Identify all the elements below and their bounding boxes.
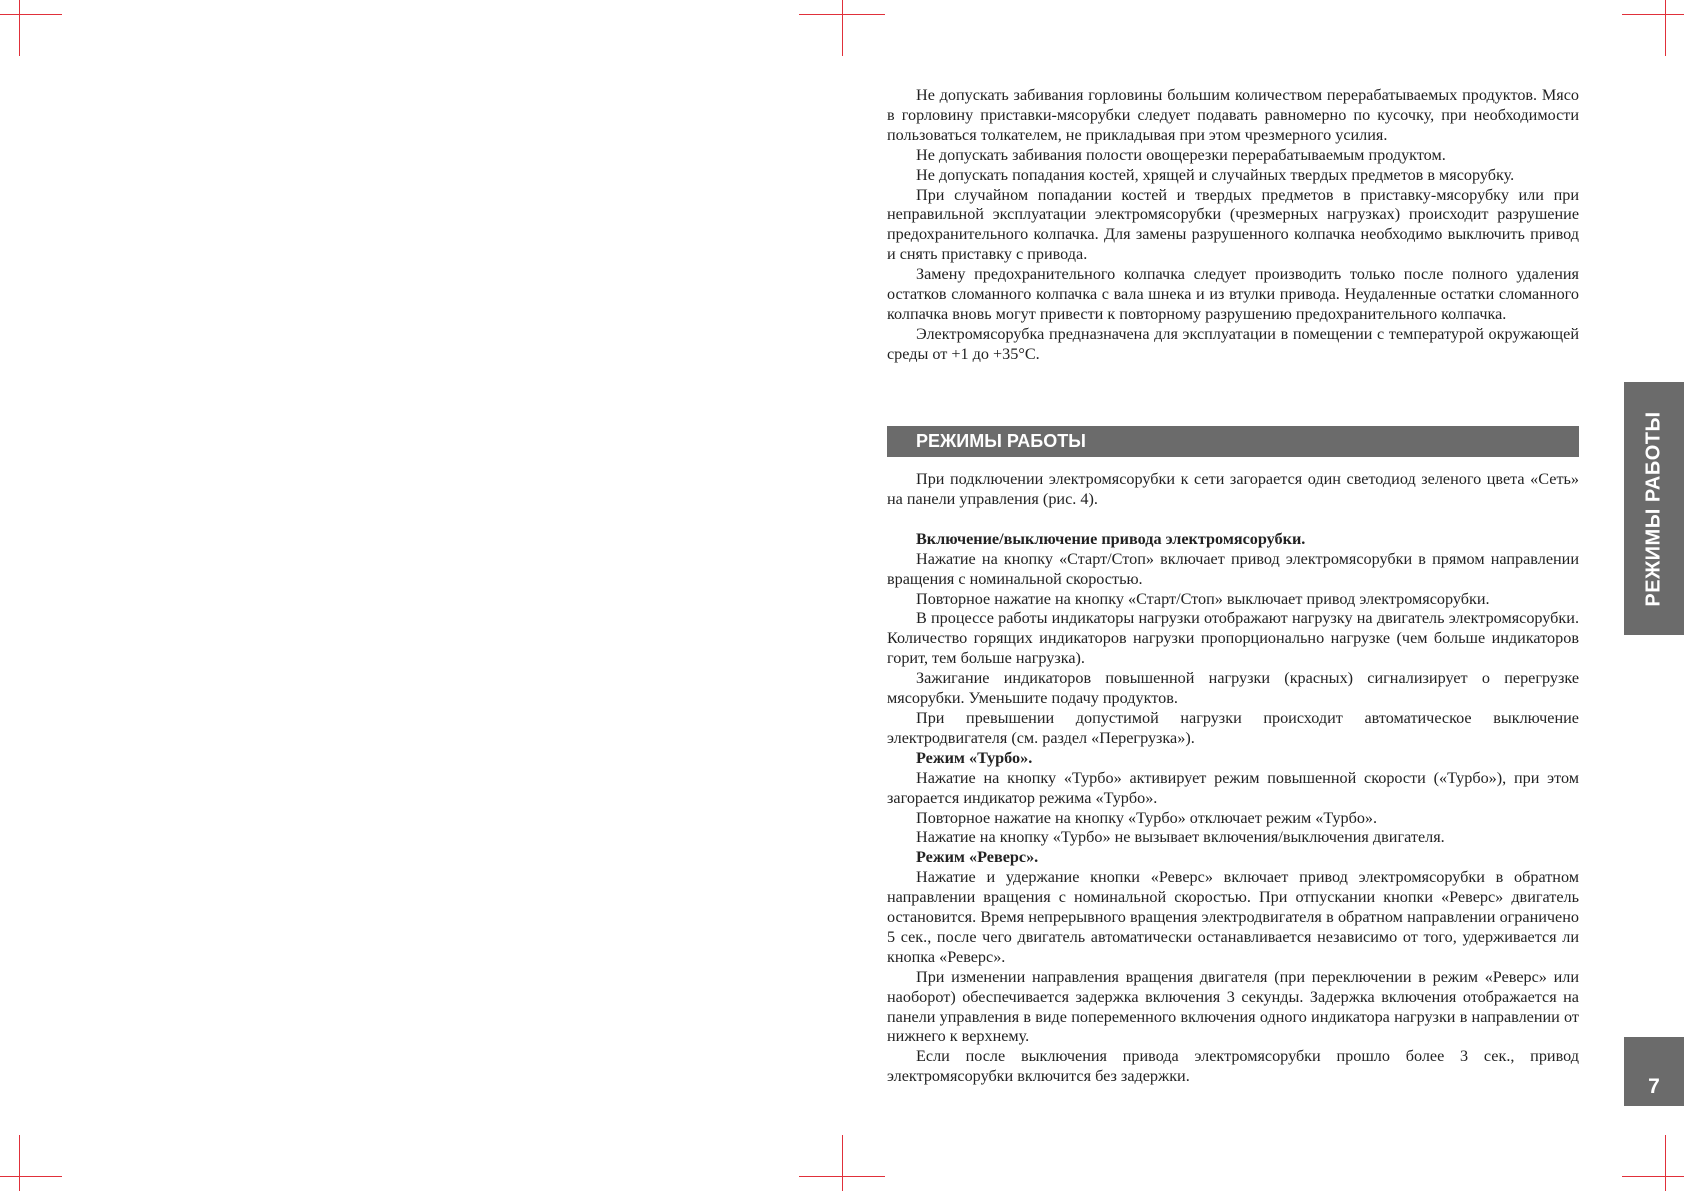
paragraph: Нажатие и удержание кнопки «Реверс» включает привод электромясорубки в обратном направлении вращения с номинальной скоростью. При отпускании кнопки «Реверс» двигатель остановится. Время непрерывного вращения электродвигателя в обратном направлении ограничено 5 сек., после чего двигатель автоматически останавливается независимо от того, удерживается ли кнопка «Реверс». [887,868,1579,966]
crop-mark [842,1135,843,1191]
paragraph: Если после выключения привода электромясорубки прошло более 3 сек., привод электромясорубки включится без задержки. [887,1047,1579,1086]
paragraph: Не допускать забивания горловины большим количеством перерабатываемых продуктов. Мясо в горловину приставки-мясорубки следует подавать равномерно по кусочку, при необходимости пользоваться толкателем, не прикладывая при этом чрезмерного усилия. [887,86,1579,144]
crop-mark [842,0,843,56]
paragraph: При превышении допустимой нагрузки происходит автоматическое выключение электродвигателя (см. раздел «Перегрузка»). [887,708,1579,747]
section-body [887,470,1579,1087]
paragraph: При изменении направления вращения двигателя (при переключении в режим «Реверс» или наоборот) обеспечивается задержка включения 3 секунды. Задержка включения отображается на панели управления в виде попеременного включения одного индикатора нагрузки в направлении от нижнего к верхнему. [887,967,1579,1046]
crop-mark [1665,0,1666,56]
subheading-reverse: Режим «Реверс». [916,848,1039,867]
paragraph: Нажатие на кнопку «Турбо» не вызывает включения/выключения двигателя. [916,828,1445,847]
paragraph: Не допускать забивания полости овощерезки перерабатываемым продуктом. [916,145,1446,164]
section-title: РЕЖИМЫ РАБОТЫ [887,426,1579,457]
crop-mark [1622,14,1684,15]
paragraph: Замену предохранительного колпачка следует производить только после полного удаления остатков сломанного колпачка с вала шнека и из втулки привода. Неудаленные остатки сломанного колпачка вновь могут привести к повторному разрушению предохранительного колпачка. [887,265,1579,323]
crop-mark [19,1135,20,1191]
paragraph: При случайном попадании костей и твердых предметов в приставку-мясорубку или при неправильной эксплуатации электромясорубки (чрезмерных нагрузках) происходит разрушение предохранительного колпачка. Для замены разрушенного колпачка необходимо выключить привод и снять приставку с привода. [887,185,1579,264]
intro-paragraph: При подключении электромясорубки к сети загорается один светодиод зеленого цвета «Сеть» на панели управления (рис. 4). [887,470,1579,508]
crop-mark [0,14,62,15]
paragraph: В процессе работы индикаторы нагрузки отображают нагрузку на двигатель электромясорубки. Количество горящих индикаторов нагрузки пропорционально нагрузке (чем больше индикаторов горит, тем больше нагрузка). [887,609,1579,668]
subheading-drive: Включение/выключение привода электромясорубки. [916,529,1306,548]
paragraph: Нажатие на кнопку «Турбо» активирует режим повышенной скорости («Турбо»), при этом загорается индикатор режима «Турбо». [887,768,1579,807]
paragraph: Электромясорубка предназначена для эксплуатации в помещении с температурой окружающей среды от +1 до +35°С. [887,324,1579,363]
paragraph: Нажатие на кнопку «Старт/Стоп» включает привод электромясорубки в прямом направлении вращения с номинальной скоростью. [887,549,1579,588]
paragraph: Повторное нажатие на кнопку «Старт/Стоп» выключает привод электромясорубки. [916,589,1490,608]
subheading-turbo: Режим «Турбо». [916,748,1033,767]
paragraph: Повторное нажатие на кнопку «Турбо» отключает режим «Турбо». [916,808,1378,827]
paragraph: Не допускать попадания костей, хрящей и случайных твердых предметов в мясорубку. [916,165,1515,184]
paragraph: Зажигание индикаторов повышенной нагрузки (красных) сигнализирует о перегрузке мясорубки. Уменьшите подачу продуктов. [887,669,1579,708]
crop-mark [0,1176,62,1177]
page-number: 7 [1624,1037,1684,1106]
crop-mark [1665,1135,1666,1191]
crop-mark [19,0,20,56]
crop-mark [1622,1176,1684,1177]
side-tab-label: РЕЖИМЫ РАБОТЫ [1642,410,1665,607]
page-body [887,86,1579,365]
side-tab [1624,382,1684,635]
